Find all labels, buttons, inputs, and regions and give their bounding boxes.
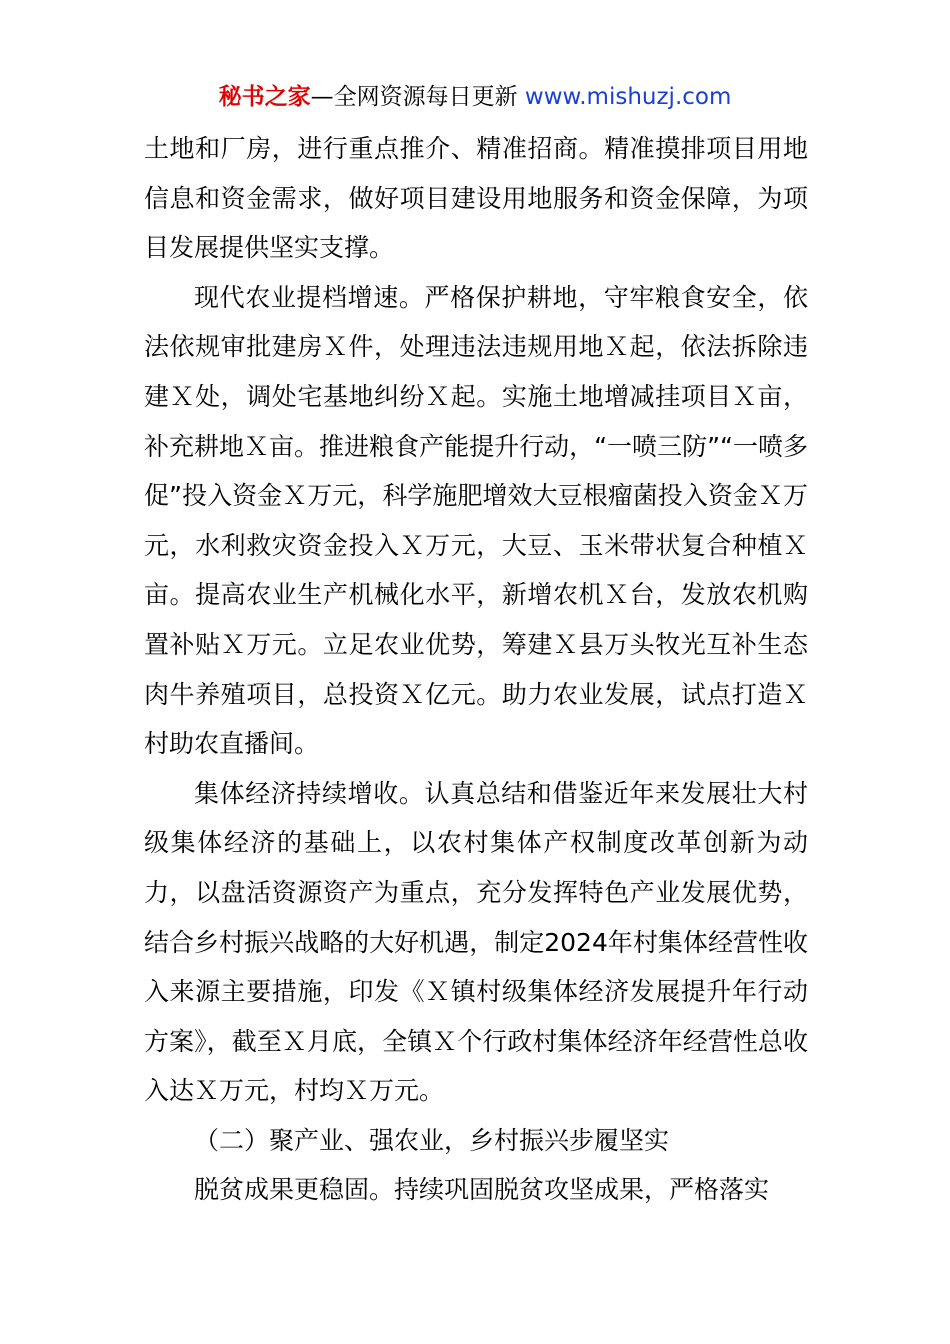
site-slogan: —全网资源每日更新: [310, 84, 525, 110]
paragraph-modern-agriculture: 现代农业提档增速。严格保护耕地，守牢粮食安全，依法依规审批建房Ｘ件，处理违法违规用地Ｘ起，依法拆除违建Ｘ处，调处宅基地纠纷Ｘ起。实施土地增减挂项目Ｘ亩，补充耕地Ｘ亩。推进粮食产能提升行动，“一喷三防”“一喷多促”投入资金Ｘ万元，科学施肥增效大豆根瘤菌投入资金Ｘ万元，水利救灾资金投入Ｘ万元，大豆、玉米带状复合种植Ｘ亩。提高农业生产机械化水平，新增农机Ｘ台，发放农机购置补贴Ｘ万元。立足农业优势，筹建Ｘ县万头牧光互补生态肉牛养殖项目，总投资Ｘ亿元。助力农业发展，试点打造Ｘ村助农直播间。: [144, 282, 808, 759]
document-body: [144, 124, 808, 1215]
paragraph-collective-economy: 集体经济持续增收。认真总结和借鉴近年来发展壮大村级集体经济的基础上，以农村集体产权制度改革创新为动力，以盘活资源资产为重点，充分发挥特色产业发展优势，结合乡村振兴战略的大好机遇，制定2024年村集体经营性收入来源主要措施，印发《Ｘ镇村级集体经济发展提升年行动方案》，截至Ｘ月底，全镇Ｘ个行政村集体经济年经营性总收入达Ｘ万元，村均Ｘ万元。: [144, 778, 808, 1106]
paragraph-intro: 土地和厂房，进行重点推介、精准招商。精准摸排项目用地信息和资金需求，做好项目建设用地服务和资金保障，为项目发展提供坚实支撑。: [144, 134, 808, 263]
site-brand: 秘书之家: [218, 84, 311, 110]
site-url-link[interactable]: www.mishuzj.com: [524, 84, 732, 110]
site-header: [0, 80, 950, 114]
paragraph-poverty-results: 脱贫成果更稳固。持续巩固脱贫攻坚成果，严格落实: [194, 1175, 770, 1205]
section-heading-two: （二）聚产业、强农业，乡村振兴步履坚实: [194, 1125, 670, 1155]
